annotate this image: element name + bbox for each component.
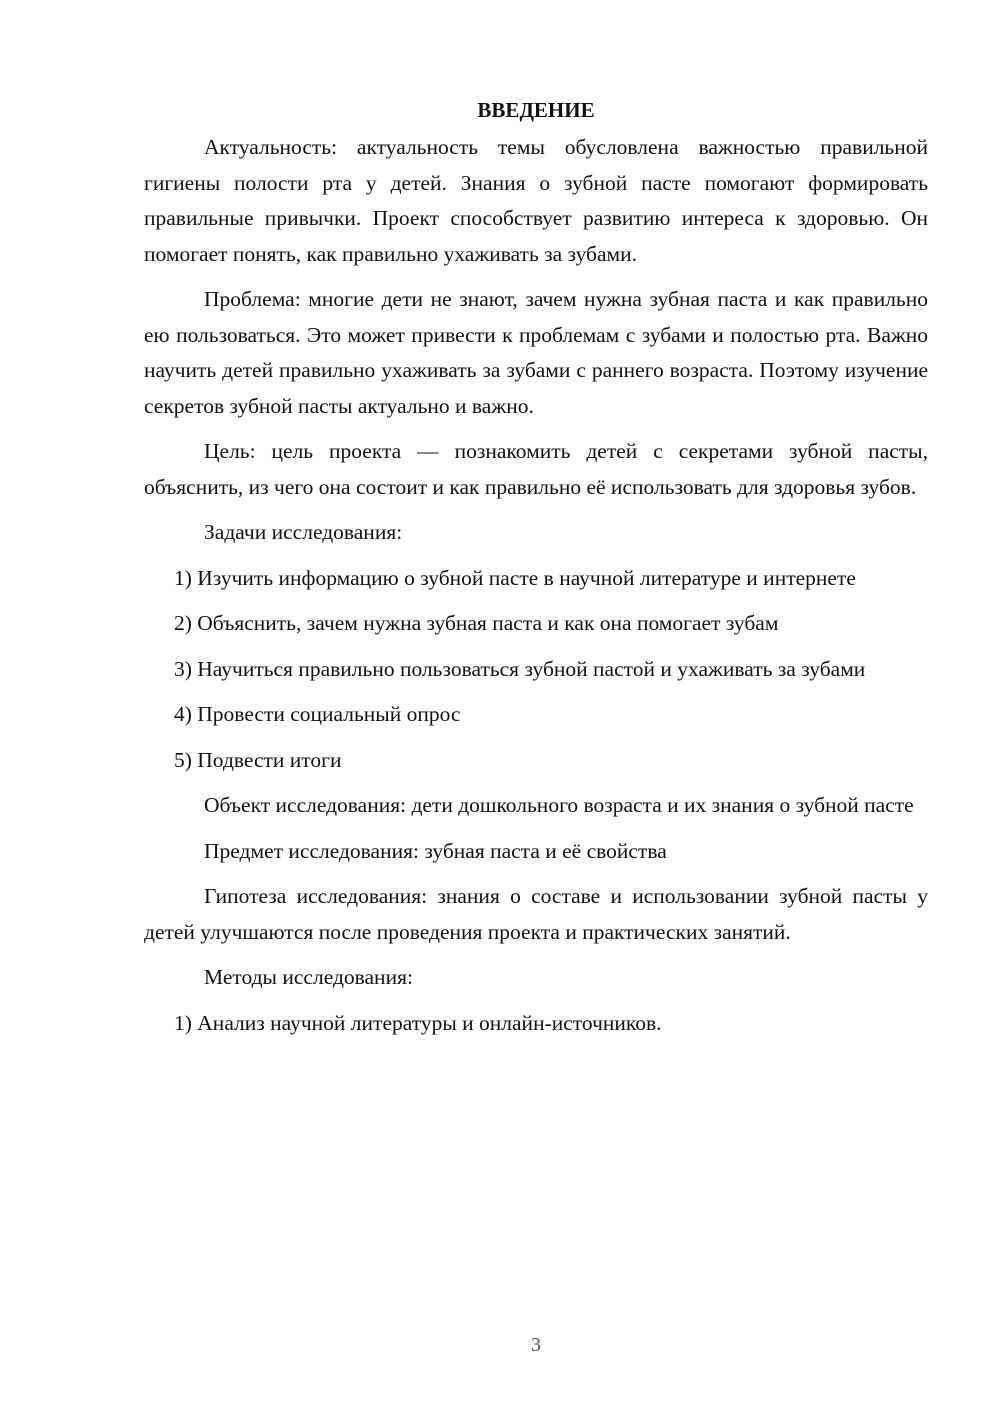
page-number: 3 — [531, 1334, 541, 1356]
methods-heading: Методы исследования: — [204, 965, 413, 989]
research-subject-paragraph: Предмет исследования: зубная паста и её свойства — [204, 838, 667, 863]
task-item: 2) Объяснить, зачем нужна зубная паста и как она помогает зубам — [174, 611, 779, 635]
document-page — [144, 92, 928, 1051]
problem-paragraph: Проблема: многие дети не знают, зачем нужна зубная паста и как правильно ею пользоваться. Это может привести к проблемам с зубами и полостью рта. Важно научить детей правильно ухаживать за зубами с раннего возраста. Поэтому изучение секретов зубной пасты актуально и важно. — [144, 287, 928, 418]
hypothesis-paragraph: Гипотеза исследования: знания о составе и использовании зубной пасты у детей улучшаются после проведения проекта и практических занятий. — [144, 884, 928, 944]
task-item: 5) Подвести итоги — [174, 747, 342, 772]
method-item: 1) Анализ научной литературы и онлайн-источников. — [174, 1010, 662, 1035]
section-heading: ВВЕДЕНИЕ — [477, 98, 595, 122]
task-item: 3) Научиться правильно пользоваться зубной пастой и ухаживать за зубами — [174, 656, 866, 681]
research-object-paragraph: Объект исследования: дети дошкольного возраста и их знания о зубной пасте — [204, 793, 914, 817]
relevance-paragraph: Актуальность: актуальность темы обусловлена важностью правильной гигиены полости рта у детей. Знания о зубной пасте помогают формировать правильные привычки. Проект способствует развитию интереса к здоровью. Он помогает понять, как правильно ухаживать за зубами. — [144, 135, 928, 266]
tasks-heading: Задачи исследования: — [204, 520, 403, 544]
goal-paragraph: Цель: цель проекта — познакомить детей с секретами зубной пасты, объяснить, из чего она состоит и как правильно её использовать для здоровья зубов. — [144, 439, 928, 499]
task-item: 1) Изучить информацию о зубной пасте в научной литературе и интернете — [174, 565, 856, 590]
task-item: 4) Провести социальный опрос — [174, 702, 461, 726]
